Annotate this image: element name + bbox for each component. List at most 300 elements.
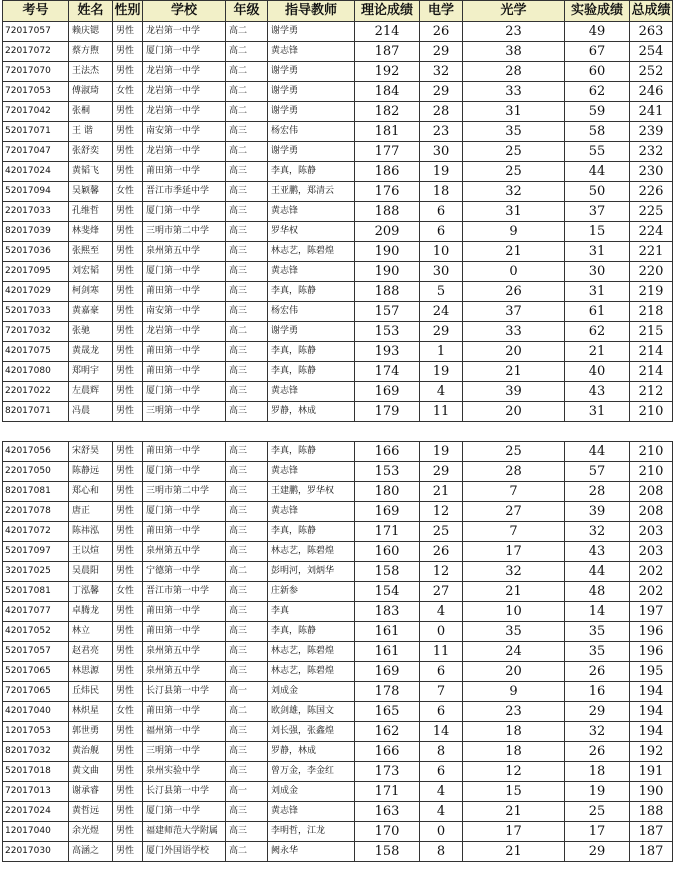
cell-optics-score: 32 — [463, 562, 565, 582]
cell-exam-id: 32017025 — [3, 562, 69, 582]
cell-total-score: 203 — [630, 522, 673, 542]
cell-student-name: 林立 — [69, 622, 113, 642]
cell-theory-score: 190 — [355, 262, 420, 282]
cell-theory-score: 169 — [355, 502, 420, 522]
cell-experiment-score: 59 — [565, 102, 630, 122]
cell-exam-id: 22017024 — [3, 802, 69, 822]
cell-exam-id: 42017080 — [3, 362, 69, 382]
cell-gender: 男性 — [113, 842, 143, 862]
cell-school: 莆田第一中学 — [143, 362, 226, 382]
cell-experiment-score: 44 — [565, 442, 630, 462]
table-row — [3, 162, 673, 182]
cell-grade: 高三 — [226, 362, 268, 382]
cell-grade: 高二 — [226, 62, 268, 82]
cell-exam-id: 52017033 — [3, 302, 69, 322]
cell-exam-id: 42017072 — [3, 522, 69, 542]
cell-total-score: 192 — [630, 742, 673, 762]
cell-school: 三明第一中学 — [143, 402, 226, 422]
cell-electricity-score: 25 — [420, 522, 463, 542]
cell-optics-score: 21 — [463, 582, 565, 602]
cell-student-name: 左晨辉 — [69, 382, 113, 402]
cell-gender: 男性 — [113, 642, 143, 662]
cell-optics-score: 35 — [463, 622, 565, 642]
table-row — [3, 202, 673, 222]
cell-optics-score: 0 — [463, 262, 565, 282]
cell-school: 莆田第一中学 — [143, 622, 226, 642]
cell-student-name: 黄治舰 — [69, 742, 113, 762]
cell-student-name: 黄韬飞 — [69, 162, 113, 182]
cell-grade: 高三 — [226, 242, 268, 262]
cell-school: 三明第一中学 — [143, 742, 226, 762]
cell-teacher: 刘成金 — [268, 782, 355, 802]
cell-optics-score: 35 — [463, 122, 565, 142]
cell-teacher: 欧剑雄，陈国文 — [268, 702, 355, 722]
cell-experiment-score: 58 — [565, 122, 630, 142]
cell-optics-score: 9 — [463, 222, 565, 242]
cell-gender: 男性 — [113, 562, 143, 582]
cell-total-score: 246 — [630, 82, 673, 102]
cell-theory-score: 176 — [355, 182, 420, 202]
cell-school: 龙岩第一中学 — [143, 142, 226, 162]
cell-exam-id: 12017053 — [3, 722, 69, 742]
cell-total-score: 191 — [630, 762, 673, 782]
cell-gender: 男性 — [113, 162, 143, 182]
cell-optics-score: 21 — [463, 802, 565, 822]
cell-optics-score: 12 — [463, 762, 565, 782]
cell-teacher: 曾万金，李金红 — [268, 762, 355, 782]
table-row — [3, 622, 673, 642]
cell-grade: 高三 — [226, 162, 268, 182]
cell-theory-score: 181 — [355, 122, 420, 142]
cell-exam-id: 72017013 — [3, 782, 69, 802]
cell-experiment-score: 19 — [565, 782, 630, 802]
cell-theory-score: 186 — [355, 162, 420, 182]
cell-gender: 男性 — [113, 362, 143, 382]
cell-school: 厦门第一中学 — [143, 462, 226, 482]
cell-grade: 高三 — [226, 522, 268, 542]
table-row — [3, 842, 673, 862]
cell-electricity-score: 4 — [420, 602, 463, 622]
cell-total-score: 212 — [630, 382, 673, 402]
cell-electricity-score: 19 — [420, 162, 463, 182]
cell-exam-id: 42017052 — [3, 622, 69, 642]
cell-electricity-score: 21 — [420, 482, 463, 502]
cell-theory-score: 153 — [355, 322, 420, 342]
cell-teacher: 林志艺，陈碧煌 — [268, 542, 355, 562]
cell-student-name: 卓腾龙 — [69, 602, 113, 622]
cell-grade: 高二 — [226, 842, 268, 862]
cell-gender: 男性 — [113, 662, 143, 682]
cell-electricity-score: 26 — [420, 22, 463, 42]
table-row — [3, 382, 673, 402]
cell-total-score: 195 — [630, 662, 673, 682]
cell-school: 三明市第二中学 — [143, 482, 226, 502]
cell-teacher: 李真，陈静 — [268, 342, 355, 362]
cell-optics-score: 28 — [463, 62, 565, 82]
cell-total-score: 224 — [630, 222, 673, 242]
cell-optics-score: 21 — [463, 842, 565, 862]
cell-student-name: 林炽星 — [69, 702, 113, 722]
cell-total-score: 254 — [630, 42, 673, 62]
cell-school: 龙岩第一中学 — [143, 322, 226, 342]
cell-school: 厦门第一中学 — [143, 262, 226, 282]
cell-school: 泉州第五中学 — [143, 662, 226, 682]
cell-exam-id: 42017040 — [3, 702, 69, 722]
cell-student-name: 冯晨 — [69, 402, 113, 422]
col-header-total: 总成绩 — [630, 1, 673, 22]
cell-grade: 高三 — [226, 662, 268, 682]
cell-exam-id: 22017095 — [3, 262, 69, 282]
cell-student-name: 吴晨阳 — [69, 562, 113, 582]
cell-student-name: 郑明宇 — [69, 362, 113, 382]
cell-total-score: 187 — [630, 842, 673, 862]
table-row — [3, 62, 673, 82]
cell-exam-id: 82017032 — [3, 742, 69, 762]
cell-student-name: 王法杰 — [69, 62, 113, 82]
cell-optics-score: 20 — [463, 402, 565, 422]
cell-school: 泉州实验中学 — [143, 762, 226, 782]
cell-student-name: 黄嘉豪 — [69, 302, 113, 322]
cell-electricity-score: 27 — [420, 582, 463, 602]
cell-school: 泉州第五中学 — [143, 242, 226, 262]
cell-grade: 高二 — [226, 322, 268, 342]
table-row — [3, 142, 673, 162]
cell-electricity-score: 8 — [420, 742, 463, 762]
cell-grade: 高三 — [226, 602, 268, 622]
cell-teacher: 李真，陈静 — [268, 622, 355, 642]
cell-grade: 高三 — [226, 482, 268, 502]
cell-theory-score: 160 — [355, 542, 420, 562]
cell-teacher: 黄志锋 — [268, 262, 355, 282]
cell-grade: 高二 — [226, 42, 268, 62]
cell-experiment-score: 60 — [565, 62, 630, 82]
cell-electricity-score: 23 — [420, 122, 463, 142]
cell-grade: 高二 — [226, 82, 268, 102]
cell-experiment-score: 25 — [565, 802, 630, 822]
cell-exam-id: 42017077 — [3, 602, 69, 622]
cell-theory-score: 161 — [355, 642, 420, 662]
cell-grade: 高三 — [226, 622, 268, 642]
cell-teacher: 王建鹏，罗华权 — [268, 482, 355, 502]
cell-student-name: 郭世勇 — [69, 722, 113, 742]
cell-exam-id: 52017036 — [3, 242, 69, 262]
cell-teacher: 罗华权 — [268, 222, 355, 242]
cell-total-score: 263 — [630, 22, 673, 42]
col-header-id: 考号 — [3, 1, 69, 22]
cell-student-name: 张熙至 — [69, 242, 113, 262]
cell-gender: 男性 — [113, 62, 143, 82]
cell-electricity-score: 7 — [420, 682, 463, 702]
cell-experiment-score: 31 — [565, 282, 630, 302]
cell-theory-score: 171 — [355, 782, 420, 802]
cell-teacher: 黄志锋 — [268, 502, 355, 522]
cell-grade: 高三 — [226, 502, 268, 522]
cell-experiment-score: 40 — [565, 362, 630, 382]
cell-exam-id: 72017053 — [3, 82, 69, 102]
cell-teacher: 黄志锋 — [268, 462, 355, 482]
cell-student-name: 柯剑寒 — [69, 282, 113, 302]
table-row — [3, 602, 673, 622]
cell-teacher: 杨宏伟 — [268, 122, 355, 142]
table-row — [3, 522, 673, 542]
cell-teacher: 李明哲，江龙 — [268, 822, 355, 842]
cell-theory-score: 174 — [355, 362, 420, 382]
cell-experiment-score: 48 — [565, 582, 630, 602]
cell-electricity-score: 8 — [420, 842, 463, 862]
cell-gender: 男性 — [113, 102, 143, 122]
cell-electricity-score: 11 — [420, 642, 463, 662]
cell-total-score: 194 — [630, 702, 673, 722]
cell-student-name: 宋舒昊 — [69, 442, 113, 462]
cell-electricity-score: 6 — [420, 222, 463, 242]
cell-teacher: 庄新参 — [268, 582, 355, 602]
cell-teacher: 李真，陈静 — [268, 442, 355, 462]
cell-student-name: 陈祎泓 — [69, 522, 113, 542]
cell-student-name: 郑心和 — [69, 482, 113, 502]
cell-school: 厦门第一中学 — [143, 502, 226, 522]
cell-experiment-score: 31 — [565, 402, 630, 422]
cell-school: 南安第一中学 — [143, 302, 226, 322]
cell-electricity-score: 30 — [420, 142, 463, 162]
cell-school: 晋江市季延中学 — [143, 182, 226, 202]
cell-exam-id: 22017033 — [3, 202, 69, 222]
cell-electricity-score: 6 — [420, 662, 463, 682]
cell-gender: 女性 — [113, 182, 143, 202]
cell-gender: 男性 — [113, 242, 143, 262]
cell-student-name: 王以煊 — [69, 542, 113, 562]
cell-exam-id: 72017070 — [3, 62, 69, 82]
cell-optics-score: 24 — [463, 642, 565, 662]
cell-total-score: 230 — [630, 162, 673, 182]
cell-experiment-score: 15 — [565, 222, 630, 242]
cell-total-score: 239 — [630, 122, 673, 142]
cell-teacher: 谢学勇 — [268, 82, 355, 102]
cell-total-score: 196 — [630, 622, 673, 642]
cell-gender: 女性 — [113, 82, 143, 102]
cell-school: 晋江市第一中学 — [143, 582, 226, 602]
cell-experiment-score: 14 — [565, 602, 630, 622]
cell-school: 福州第一中学 — [143, 722, 226, 742]
table-row — [3, 242, 673, 262]
cell-theory-score: 179 — [355, 402, 420, 422]
table-row — [3, 582, 673, 602]
cell-school: 厦门第一中学 — [143, 202, 226, 222]
cell-experiment-score: 28 — [565, 482, 630, 502]
cell-exam-id: 52017057 — [3, 642, 69, 662]
cell-gender: 男性 — [113, 602, 143, 622]
cell-experiment-score: 61 — [565, 302, 630, 322]
cell-experiment-score: 62 — [565, 322, 630, 342]
cell-optics-score: 21 — [463, 362, 565, 382]
score-table-bottom — [2, 441, 673, 862]
cell-grade: 高二 — [226, 562, 268, 582]
table-row — [3, 262, 673, 282]
cell-student-name: 张桐 — [69, 102, 113, 122]
cell-exam-id: 52017097 — [3, 542, 69, 562]
cell-exam-id: 42017056 — [3, 442, 69, 462]
cell-teacher: 谢学勇 — [268, 142, 355, 162]
cell-theory-score: 171 — [355, 522, 420, 542]
cell-student-name: 王 谐 — [69, 122, 113, 142]
cell-teacher: 阙永华 — [268, 842, 355, 862]
cell-theory-score: 180 — [355, 482, 420, 502]
cell-total-score: 214 — [630, 342, 673, 362]
cell-teacher: 杨宏伟 — [268, 302, 355, 322]
cell-electricity-score: 5 — [420, 282, 463, 302]
cell-grade: 高二 — [226, 702, 268, 722]
cell-optics-score: 31 — [463, 102, 565, 122]
cell-optics-score: 15 — [463, 782, 565, 802]
cell-theory-score: 169 — [355, 662, 420, 682]
cell-electricity-score: 30 — [420, 262, 463, 282]
cell-total-score: 203 — [630, 542, 673, 562]
cell-optics-score: 23 — [463, 22, 565, 42]
cell-theory-score: 153 — [355, 462, 420, 482]
cell-gender: 男性 — [113, 322, 143, 342]
header-row — [3, 1, 673, 22]
cell-experiment-score: 30 — [565, 262, 630, 282]
cell-electricity-score: 32 — [420, 62, 463, 82]
table-row — [3, 762, 673, 782]
cell-school: 莆田第一中学 — [143, 602, 226, 622]
cell-optics-score: 17 — [463, 822, 565, 842]
cell-total-score: 196 — [630, 642, 673, 662]
cell-gender: 男性 — [113, 742, 143, 762]
cell-gender: 男性 — [113, 202, 143, 222]
cell-electricity-score: 29 — [420, 462, 463, 482]
cell-experiment-score: 29 — [565, 842, 630, 862]
cell-school: 龙岩第一中学 — [143, 82, 226, 102]
cell-student-name: 黄晟龙 — [69, 342, 113, 362]
cell-theory-score: 158 — [355, 562, 420, 582]
cell-grade: 高二 — [226, 142, 268, 162]
cell-electricity-score: 24 — [420, 302, 463, 322]
table-row — [3, 282, 673, 302]
cell-experiment-score: 32 — [565, 522, 630, 542]
cell-school: 长汀县第一中学 — [143, 682, 226, 702]
cell-optics-score: 33 — [463, 322, 565, 342]
cell-student-name: 孔维哲 — [69, 202, 113, 222]
cell-grade: 高三 — [226, 762, 268, 782]
cell-student-name: 丁泓馨 — [69, 582, 113, 602]
cell-grade: 高三 — [226, 382, 268, 402]
cell-optics-score: 27 — [463, 502, 565, 522]
cell-optics-score: 28 — [463, 462, 565, 482]
cell-school: 龙岩第一中学 — [143, 62, 226, 82]
cell-gender: 男性 — [113, 542, 143, 562]
cell-student-name: 陈静远 — [69, 462, 113, 482]
cell-exam-id: 52017071 — [3, 122, 69, 142]
cell-grade: 高三 — [226, 582, 268, 602]
cell-electricity-score: 29 — [420, 82, 463, 102]
cell-gender: 男性 — [113, 122, 143, 142]
cell-student-name: 唐正 — [69, 502, 113, 522]
table-row — [3, 682, 673, 702]
table-row — [3, 222, 673, 242]
cell-gender: 男性 — [113, 462, 143, 482]
cell-theory-score: 188 — [355, 202, 420, 222]
cell-exam-id: 72017065 — [3, 682, 69, 702]
cell-exam-id: 22017078 — [3, 502, 69, 522]
cell-experiment-score: 50 — [565, 182, 630, 202]
cell-experiment-score: 39 — [565, 502, 630, 522]
cell-gender: 男性 — [113, 822, 143, 842]
cell-optics-score: 32 — [463, 182, 565, 202]
table-row — [3, 302, 673, 322]
cell-school: 泉州第五中学 — [143, 542, 226, 562]
col-header-name: 姓名 — [69, 1, 113, 22]
cell-experiment-score: 57 — [565, 462, 630, 482]
cell-student-name: 蔡方煦 — [69, 42, 113, 62]
cell-school: 龙岩第一中学 — [143, 22, 226, 42]
cell-experiment-score: 29 — [565, 702, 630, 722]
cell-experiment-score: 26 — [565, 742, 630, 762]
cell-experiment-score: 62 — [565, 82, 630, 102]
cell-gender: 男性 — [113, 522, 143, 542]
cell-exam-id: 72017057 — [3, 22, 69, 42]
cell-grade: 高一 — [226, 782, 268, 802]
cell-student-name: 赖庆锶 — [69, 22, 113, 42]
cell-electricity-score: 4 — [420, 382, 463, 402]
cell-electricity-score: 14 — [420, 722, 463, 742]
cell-school: 厦门第一中学 — [143, 802, 226, 822]
cell-grade: 高三 — [226, 402, 268, 422]
cell-gender: 男性 — [113, 442, 143, 462]
cell-theory-score: 173 — [355, 762, 420, 782]
cell-grade: 高三 — [226, 822, 268, 842]
table-body-bottom — [3, 442, 673, 862]
cell-gender: 男性 — [113, 22, 143, 42]
cell-optics-score: 10 — [463, 602, 565, 622]
cell-school: 长汀县第一中学 — [143, 782, 226, 802]
cell-electricity-score: 4 — [420, 782, 463, 802]
cell-theory-score: 154 — [355, 582, 420, 602]
cell-gender: 男性 — [113, 42, 143, 62]
cell-teacher: 林志艺，陈碧煌 — [268, 662, 355, 682]
cell-gender: 男性 — [113, 222, 143, 242]
cell-school: 厦门第一中学 — [143, 42, 226, 62]
cell-optics-score: 38 — [463, 42, 565, 62]
cell-experiment-score: 55 — [565, 142, 630, 162]
table-row — [3, 82, 673, 102]
cell-gender: 男性 — [113, 402, 143, 422]
cell-gender: 男性 — [113, 682, 143, 702]
cell-optics-score: 18 — [463, 742, 565, 762]
cell-gender: 男性 — [113, 622, 143, 642]
cell-teacher: 刘成金 — [268, 682, 355, 702]
cell-grade: 高三 — [226, 222, 268, 242]
cell-electricity-score: 29 — [420, 42, 463, 62]
cell-total-score: 226 — [630, 182, 673, 202]
cell-student-name: 余光煜 — [69, 822, 113, 842]
cell-grade: 高三 — [226, 282, 268, 302]
cell-student-name: 刘宏韬 — [69, 262, 113, 282]
cell-teacher: 谢学勇 — [268, 62, 355, 82]
cell-school: 龙岩第一中学 — [143, 102, 226, 122]
table-body-top — [3, 22, 673, 422]
cell-exam-id: 12017040 — [3, 822, 69, 842]
cell-teacher: 谢学勇 — [268, 102, 355, 122]
cell-experiment-score: 67 — [565, 42, 630, 62]
cell-total-score: 202 — [630, 562, 673, 582]
cell-optics-score: 37 — [463, 302, 565, 322]
cell-total-score: 241 — [630, 102, 673, 122]
cell-school: 莆田第一中学 — [143, 282, 226, 302]
table-row — [3, 802, 673, 822]
cell-total-score: 221 — [630, 242, 673, 262]
cell-optics-score: 25 — [463, 142, 565, 162]
cell-teacher: 罗静，林成 — [268, 402, 355, 422]
